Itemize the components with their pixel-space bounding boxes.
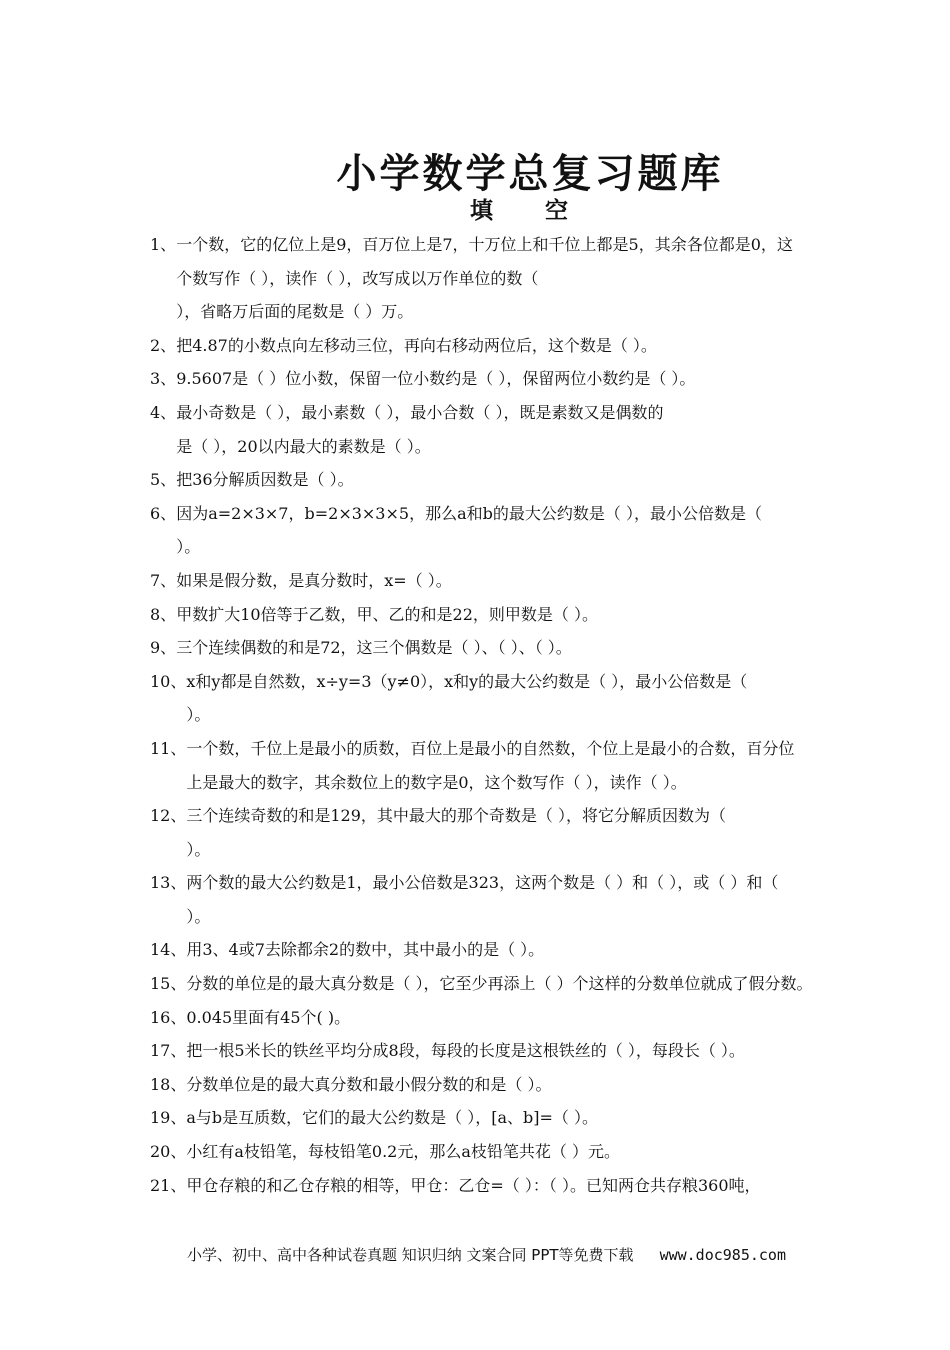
question-line: 9.5607是（ ）位小数，保留一位小数约是（ ），保留两位小数约是（ ）。 <box>176 369 696 389</box>
question-line: 三个连续偶数的和是72，这三个偶数是（ ）、（ ）、（ ）。 <box>176 638 572 658</box>
question-number: 4、 <box>150 402 177 422</box>
question-item <box>150 463 920 497</box>
question-line: ）。 <box>186 705 211 725</box>
question-number: 18、 <box>150 1074 187 1094</box>
question-number: 11、 <box>150 738 187 758</box>
question-item <box>150 396 920 463</box>
question-item <box>150 933 920 967</box>
question-number: 20、 <box>150 1142 187 1162</box>
page-title: 小学数学总复习题库 <box>336 151 724 197</box>
question-line: 一个数，它的亿位上是9，百万位上是7，十万位上和千位上都是5，其余各位都是0，这 <box>176 235 793 254</box>
question-line: 上是最大的数字，其余数位上的数字是0，这个数写作（ ），读作（ ）。 <box>186 772 687 792</box>
question-line: 一个数，千位上是最小的质数，百位上是最小的自然数，个位上是最小的合数，百分位 <box>186 738 795 758</box>
question-item <box>150 631 920 665</box>
question-item <box>150 1034 920 1068</box>
question-item <box>150 329 920 363</box>
question-line: 如果是假分数，是真分数时，x=（ ）。 <box>176 570 452 590</box>
question-item <box>150 665 920 732</box>
question-item <box>150 564 920 598</box>
question-number: 5、 <box>150 470 177 490</box>
question-item <box>150 1101 920 1135</box>
question-item <box>150 362 920 396</box>
question-number: 14、 <box>150 940 187 960</box>
question-item <box>150 799 920 866</box>
question-item <box>150 228 920 329</box>
question-item <box>150 1169 920 1203</box>
question-item <box>150 497 920 564</box>
question-item <box>150 866 920 933</box>
question-number: 12、 <box>150 806 187 826</box>
question-number: 1、 <box>150 235 177 254</box>
footer-url[interactable]: www.doc985.com <box>659 1246 786 1264</box>
question-number: 21、 <box>150 1175 187 1195</box>
question-line: 把36分解质因数是（ ）。 <box>176 470 354 490</box>
question-line: ）。 <box>186 906 211 926</box>
question-line: 三个连续奇数的和是129，其中最大的那个奇数是（ ），将它分解质因数为（ <box>186 806 727 826</box>
question-line: 最小奇数是（ ），最小素数（ ），最小合数（ ），既是素数又是偶数的 <box>176 402 664 422</box>
question-list <box>150 228 920 1202</box>
question-line: 分数单位是的最大真分数和最小假分数的和是（ ）。 <box>186 1074 552 1094</box>
question-line: 0.045里面有45个( )。 <box>186 1007 351 1027</box>
question-line: 把一根5米长的铁丝平均分成8段，每段的长度是这根铁丝的（ ），每段长（ ）。 <box>186 1041 745 1061</box>
section-subtitle: 填 空 <box>469 198 590 224</box>
question-line: 甲仓存粮的和乙仓存粮的相等，甲仓：乙仓=（ ）：（ ）。已知两仓共存粮360吨， <box>186 1175 761 1195</box>
question-line: 分数的单位是的最大真分数是（ ），它至少再添上（ ）个这样的分数单位就成了假分数。 <box>186 974 813 994</box>
question-item <box>150 1001 920 1035</box>
question-number: 6、 <box>150 503 177 523</box>
question-line: 小红有a枝铅笔，每枝铅笔0.2元，那么a枝铅笔共花（ ）元。 <box>186 1142 620 1162</box>
question-number: 16、 <box>150 1007 187 1027</box>
question-number: 10、 <box>150 671 187 691</box>
question-line: ）。 <box>176 537 201 557</box>
page-footer <box>187 1244 786 1265</box>
question-number: 7、 <box>150 570 177 590</box>
question-item <box>150 1068 920 1102</box>
question-number: 13、 <box>150 873 187 893</box>
question-number: 2、 <box>150 335 177 355</box>
question-number: 9、 <box>150 638 177 658</box>
question-line: 把4.87的小数点向左移动三位，再向右移动两位后，这个数是（ ）。 <box>176 335 657 355</box>
question-line: ），省略万后面的尾数是（ ）万。 <box>176 302 414 322</box>
question-line: 因为a=2×3×7，b=2×3×3×5，那么a和b的最大公约数是（ ），最小公倍数是（ <box>176 503 762 523</box>
question-item <box>150 967 920 1001</box>
question-item <box>150 598 920 632</box>
question-item <box>150 732 920 799</box>
footer-text: 小学、初中、高中各种试卷真题 知识归纳 文案合同 PPT等免费下载 <box>187 1246 634 1264</box>
question-line: 是（ ），20以内最大的素数是（ ）。 <box>176 436 431 456</box>
question-line: ）。 <box>186 839 211 859</box>
question-number: 15、 <box>150 974 187 994</box>
question-number: 3、 <box>150 369 177 389</box>
question-number: 19、 <box>150 1108 187 1128</box>
question-line: 个数写作（ ），读作（ ），改写成以万作单位的数（ <box>176 268 539 288</box>
question-line: x和y都是自然数，x÷y=3（y≠0），x和y的最大公约数是（ ），最小公倍数是（ <box>186 671 748 691</box>
question-line: 甲数扩大10倍等于乙数，甲、乙的和是22，则甲数是（ ）。 <box>176 604 598 624</box>
question-item <box>150 1135 920 1169</box>
question-line: a与b是互质数，它们的最大公约数是（ ），[a、b]=（ ）。 <box>186 1108 599 1128</box>
question-line: 用3、4或7去除都余2的数中，其中最小的是（ ）。 <box>186 940 545 960</box>
question-line: 两个数的最大公约数是1，最小公倍数是323，这两个数是（ ）和（ ），或（ ）和（ <box>186 873 779 893</box>
question-number: 17、 <box>150 1041 187 1061</box>
question-number: 8、 <box>150 604 177 624</box>
